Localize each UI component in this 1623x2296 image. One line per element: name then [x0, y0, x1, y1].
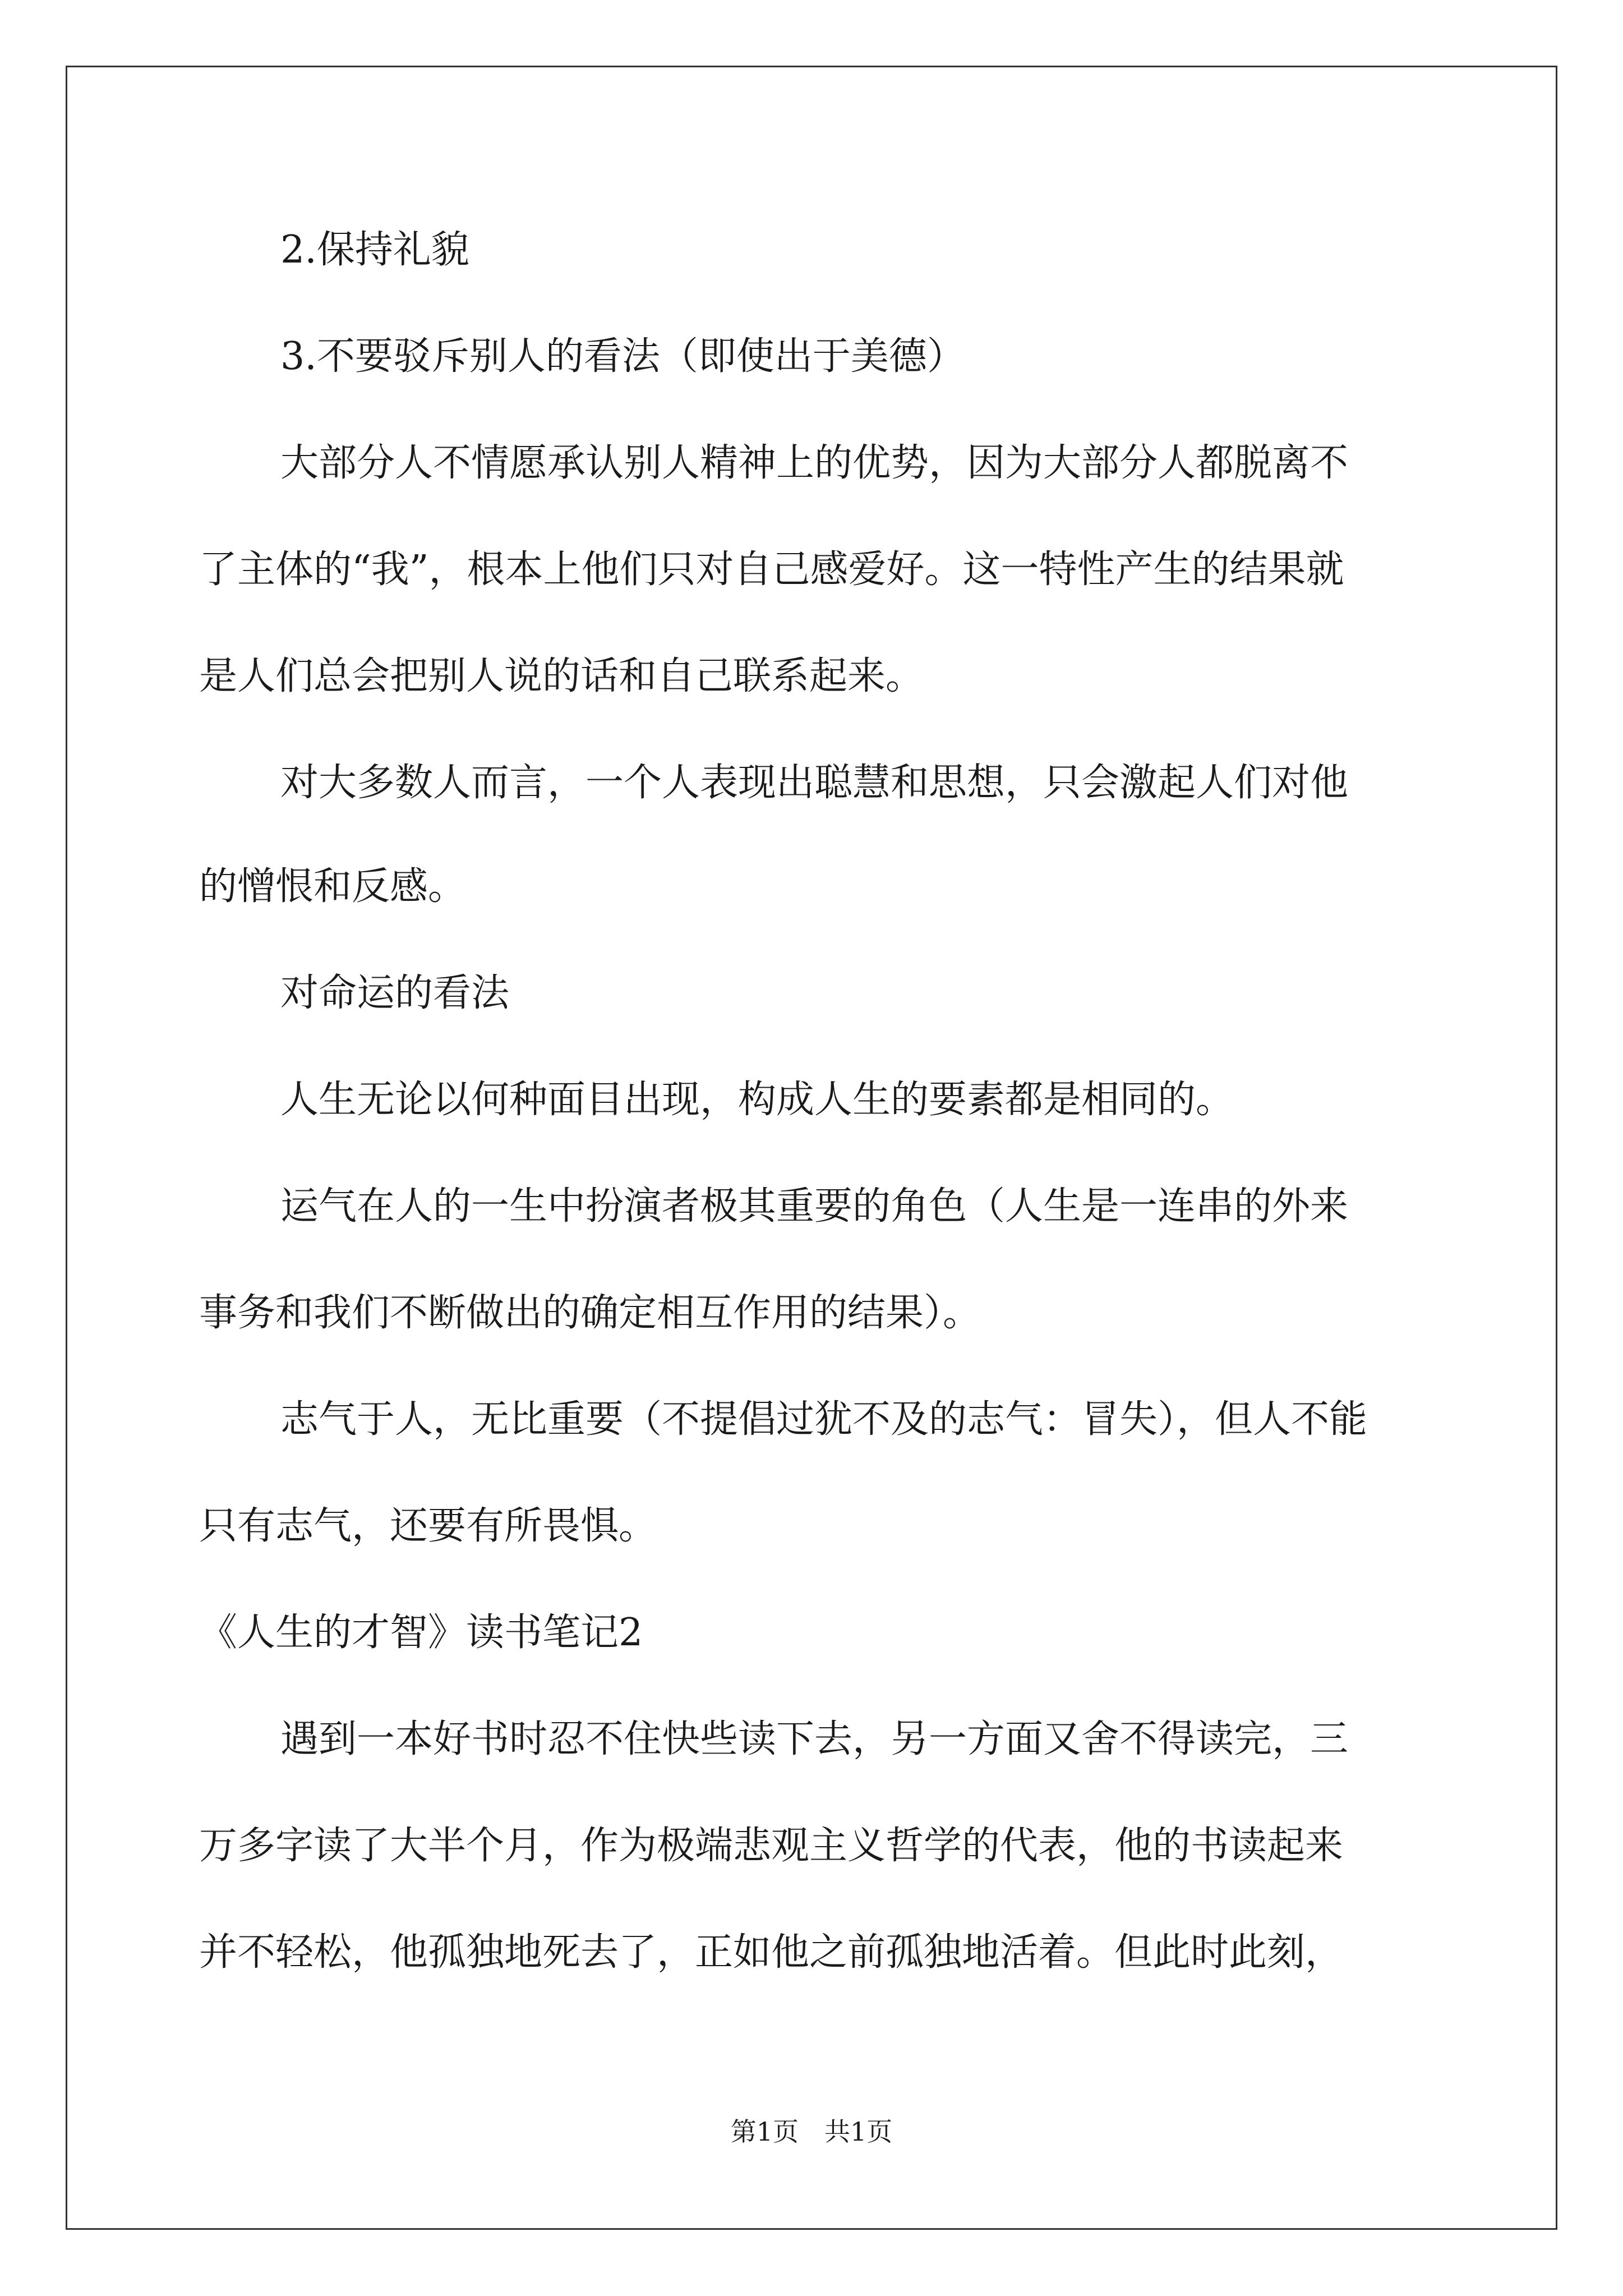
paragraph-line: 了主体的“我”，根本上他们只对自己感爱好。这一特性产生的结果就	[199, 547, 1344, 592]
paragraph-line: 的憎恨和反感。	[199, 864, 467, 909]
paragraph-line: 是人们总会把别人说的话和自己联系起来。	[199, 654, 924, 698]
paragraph-line: 遇到一本好书时忍不住快些读下去，另一方面又舍不得读完，三	[280, 1717, 1349, 1761]
page-border	[66, 66, 1557, 2230]
paragraph-line: 只有志气，还要有所畏惧。	[199, 1504, 657, 1548]
page-footer: 第1页 共1页	[730, 2116, 893, 2147]
section-heading: 《人生的才智》读书笔记2	[199, 1611, 643, 1655]
paragraph-line: 运气在人的一生中扮演者极其重要的角色（人生是一连串的外来	[280, 1184, 1349, 1228]
paragraph-line: 对大多数人而言，一个人表现出聪慧和思想，只会激起人们对他	[280, 761, 1349, 805]
paragraph-line: 对命运的看法	[280, 971, 510, 1015]
paragraph-line: 人生无论以何种面目出现，构成人生的要素都是相同的。	[280, 1078, 1234, 1122]
paragraph-line: 并不轻松，他孤独地死去了，正如他之前孤独地活着。但此时此刻，	[199, 1930, 1344, 1975]
paragraph-line: 2.保持礼貌	[280, 228, 469, 272]
paragraph-line: 大部分人不情愿承认别人精神上的优势，因为大部分人都脱离不	[280, 441, 1349, 485]
paragraph-line: 万多字读了大半个月，作为极端悲观主义哲学的代表，他的书读起来	[199, 1824, 1344, 1868]
paragraph-line: 3.不要驳斥别人的看法（即使出于美德）	[280, 334, 965, 379]
paragraph-line: 志气于人，无比重要（不提倡过犹不及的志气：冒失），但人不能	[280, 1397, 1368, 1442]
paragraph-line: 事务和我们不断做出的确定相互作用的结果）。	[199, 1291, 981, 1335]
